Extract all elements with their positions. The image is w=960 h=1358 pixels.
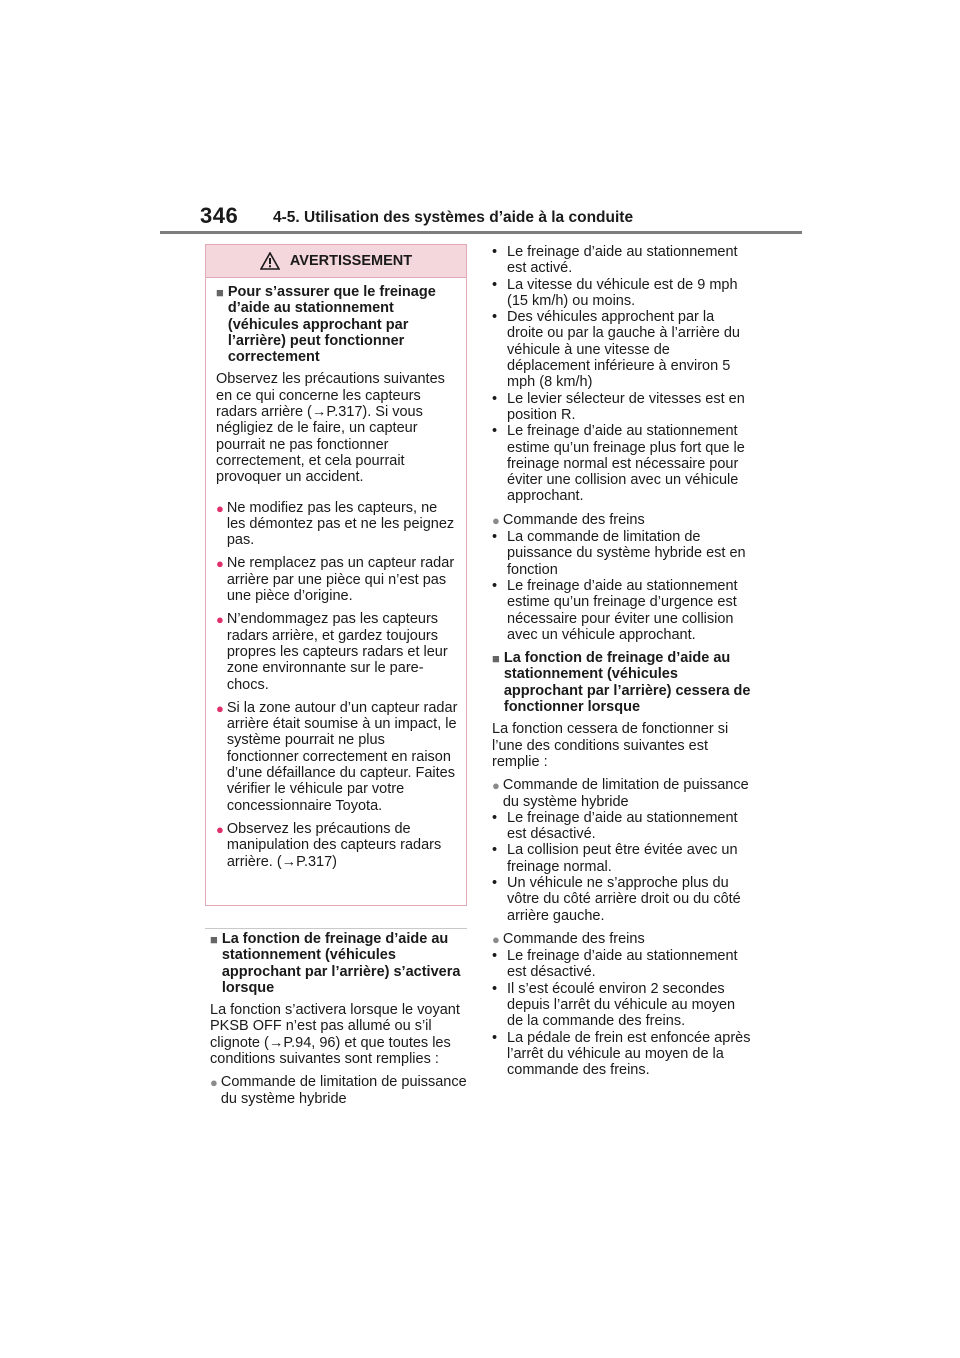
list-item: • Le levier sélecteur de vitesses est en position R.	[492, 390, 745, 423]
square-bullet-icon: ■	[210, 932, 218, 947]
cease-group1-title: ● Commande de limitation de puissance du système hybride	[492, 777, 749, 810]
list-item: • Il s’est écoulé environ 2 secondes depuis l’arrêt du véhicule au moyen de la commande des freins.	[492, 980, 736, 1030]
bullet-icon: •	[492, 309, 498, 326]
warning-item: ● Si la zone autour d’un capteur radar arrière était soumise à un impact, le système pourrait ne plus fonctionner correctement en raison d’une défaillance du capteur. Faites vérifier le véhicule par votre concessionnaire Toyota.	[216, 699, 458, 814]
bullet-icon: •	[492, 980, 498, 997]
warning-header	[206, 245, 466, 278]
bullet-icon: •	[492, 842, 498, 859]
bullet-icon: •	[492, 276, 498, 293]
bullet-icon: •	[492, 529, 498, 546]
pink-dot-icon: ●	[216, 500, 224, 516]
list-item: • La vitesse du véhicule est de 9 mph (15 km/h) ou moins.	[492, 276, 738, 309]
warning-item: ● Ne remplacez pas un capteur radar arrière par une pièce qui n’est pas une pièce d’origine.	[216, 555, 455, 605]
warning-title: AVERTISSEMENT	[289, 253, 413, 269]
warning-intro: Observez les précautions suivantes en ce qui concerne les capteurs radars arrière (→P.317). Si vous négligiez de le faire, un capteur pourrait ne pas fonctionner correctement, et cela pourrait provoquer un accident.	[216, 371, 445, 486]
list-item: • Le freinage d’aide au stationnement est activé.	[492, 244, 738, 277]
bullet-icon: •	[492, 809, 498, 826]
list-item: • Le freinage d’aide au stationnement estime qu’un freinage d’urgence est nécessaire pour éviter une collision avec un véhicule approchant.	[492, 577, 738, 643]
list-item: • Le freinage d’aide au stationnement est désactivé.	[492, 809, 738, 843]
activate-intro: La fonction s’activera lorsque le voyant PKSB OFF n’est pas allumé ou s’il clignote (→P.94, 96) et que toutes les conditions suivantes sont remplies :	[210, 1002, 460, 1068]
warning-item: ● N’endommagez pas les capteurs radars arrière, et gardez toujours propres les capteurs radars et leur zone environnante sur le pare-chocs.	[216, 611, 448, 693]
cease-group2-title: ● Commande des freins	[492, 930, 645, 947]
gray-dot-icon: ●	[210, 1075, 218, 1091]
bullet-icon: •	[492, 948, 498, 965]
list-item: • La commande de limitation de puissance du système hybride est en fonction	[492, 529, 746, 578]
warning-triangle-icon	[260, 252, 280, 270]
bullet-icon: •	[492, 423, 498, 440]
page-number: 346	[200, 203, 239, 228]
right-column	[492, 244, 754, 1079]
bullet-icon: •	[492, 1029, 498, 1046]
pink-dot-icon: ●	[216, 821, 224, 837]
pink-dot-icon: ●	[216, 612, 224, 628]
bullet-icon: •	[492, 244, 498, 260]
activate-section	[210, 931, 468, 1107]
square-bullet-icon: ■	[216, 285, 224, 300]
pink-dot-icon: ●	[216, 700, 224, 716]
list-item: • Le freinage d’aide au stationnement est désactivé.	[492, 948, 738, 981]
list-item: • Des véhicules approchent par la droite ou par la gauche à l’arrière du véhicule à une vitesse de déplacement inférieure à environ 5 mph (8 km/h)	[492, 309, 740, 391]
warning-bottom-rule	[205, 928, 467, 929]
list-item: • Un véhicule ne s’approche plus du vôtre du côté arrière droit ou du côté arrière gauche.	[492, 874, 741, 924]
header-rule	[160, 231, 802, 234]
gray-dot-icon: ●	[492, 512, 500, 528]
bullet-icon: •	[492, 390, 498, 407]
cease-heading: ■ La fonction de freinage d’aide au stationnement (véhicules approchant par l’arrière) cessera de fonctionner lorsque	[492, 650, 751, 716]
bullet-icon: •	[492, 874, 498, 891]
section-title: 4-5. Utilisation des systèmes d’aide à la conduite	[273, 209, 634, 226]
warning-box	[205, 244, 467, 906]
pink-dot-icon: ●	[216, 556, 224, 572]
gray-dot-icon: ●	[492, 931, 500, 947]
gray-dot-icon: ●	[492, 778, 500, 794]
list-item: • La pédale de frein est enfoncée après l’arrêt du véhicule au moyen de la commande des freins.	[492, 1029, 751, 1079]
activate-heading: ■ La fonction de freinage d’aide au stationnement (véhicules approchant par l’arrière) s’activera lorsque	[210, 931, 461, 996]
warning-item: ● Ne modifiez pas les capteurs, ne les démontez pas et ne les peignez pas.	[216, 499, 455, 549]
cease-intro: La fonction cessera de fonctionner si l’une des conditions suivantes est remplie :	[492, 721, 729, 770]
warning-heading: ■ Pour s’assurer que le freinage d’aide au stationnement (véhicules approchant par l’arrière) peut fonctionner correctement	[216, 284, 436, 366]
activate-group1-title: ● Commande de limitation de puissance du système hybride	[210, 1074, 467, 1107]
activate-group2-title: ● Commande des freins	[492, 511, 645, 528]
list-item: • La collision peut être évitée avec un freinage normal.	[492, 842, 738, 875]
square-bullet-icon: ■	[492, 651, 500, 667]
bullet-icon: •	[492, 577, 498, 594]
list-item: • Le freinage d’aide au stationnement estime qu’un freinage plus fort que le freinage normal est nécessaire pour éviter une collision avec un véhicule approchant.	[492, 423, 745, 505]
warning-item: ● Observez les précautions de manipulation des capteurs radars arrière. (→P.317)	[216, 820, 442, 870]
